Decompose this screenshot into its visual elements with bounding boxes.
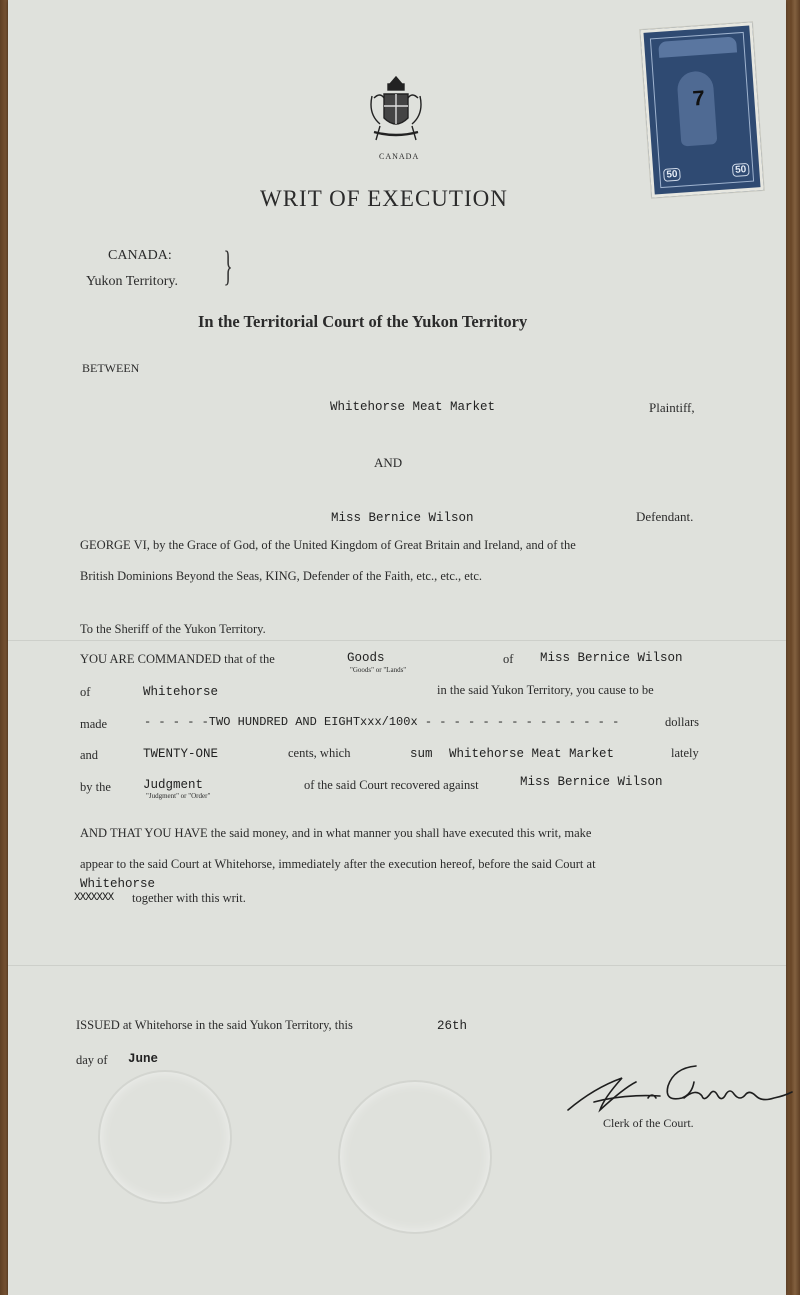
cents-words: TWENTY-ONE (143, 747, 219, 761)
amount-words: - - - - -TWO HUNDRED AND EIGHTxxx/100x - - - - - - - - - - - - - - (144, 715, 620, 729)
struck-text: XXXXXXX (74, 892, 114, 904)
stamp-cancel-mark: 7 (691, 86, 707, 113)
issued-line: ISSUED at Whitehorse in the said Yukon Territory, this (76, 1018, 353, 1032)
judgment-hint: "Judgment" or "Order" (146, 792, 211, 800)
document-title: WRIT OF EXECUTION (260, 186, 508, 211)
creditor-name: Whitehorse Meat Market (449, 747, 615, 761)
cents-which-text: cents, which (288, 746, 351, 760)
have-line-3: together with this writ. (132, 891, 246, 905)
sum-label: sum (410, 747, 433, 761)
place-value: Whitehorse (143, 685, 219, 699)
goods-hint: "Goods" or "Lands" (350, 666, 407, 674)
issued-month: June (128, 1052, 159, 1066)
defendant-name: Miss Bernice Wilson (331, 511, 474, 525)
preamble-line-2: British Dominions Beyond the Seas, KING, Defender of the Faith, etc., etc., etc. (80, 569, 482, 583)
of-label-2: of (80, 685, 91, 699)
issued-day: 26th (437, 1019, 468, 1033)
have-line-1: AND THAT YOU HAVE the said money, and in what manner you shall have executed this writ, make (80, 826, 592, 840)
and-cents-label: and (80, 748, 99, 762)
court-name: In the Territorial Court of the Yukon Territory (198, 312, 528, 331)
debtor-name: Miss Bernice Wilson (540, 651, 683, 665)
and-label: AND (374, 455, 403, 470)
stamp-denomination-left: 50 (663, 168, 681, 182)
judgment-value: Judgment (143, 778, 204, 792)
by-the-label: by the (80, 780, 111, 794)
have-place-typed: Whitehorse (80, 877, 156, 891)
jurisdiction-territory: Yukon Territory. (86, 274, 178, 289)
defendant-label: Defendant. (636, 509, 694, 524)
day-of-label: day of (76, 1053, 108, 1067)
in-territory-text: in the said Yukon Territory, you cause to be (437, 683, 654, 697)
coat-of-arms-icon (366, 74, 426, 148)
preamble-line-1: GEORGE VI, by the Grace of God, of the United Kingdom of Great Britain and Ireland, and of the (80, 538, 576, 552)
clerk-label: Clerk of the Court. (603, 1116, 694, 1130)
dollars-label: dollars (665, 715, 700, 729)
plaintiff-name: Whitehorse Meat Market (330, 400, 496, 414)
embossed-seal-right (338, 1080, 492, 1234)
to-sheriff: To the Sheriff of the Yukon Territory. (80, 622, 266, 636)
against-name: Miss Bernice Wilson (520, 775, 663, 789)
document-page (8, 0, 786, 1295)
lately-label: lately (671, 746, 699, 760)
recovered-text: of the said Court recovered against (304, 778, 479, 792)
brace-mark: } (223, 244, 233, 290)
of-label-1: of (503, 652, 514, 666)
revenue-stamp (640, 22, 763, 197)
have-line-2: appear to the said Court at Whitehorse, immediately after the execution hereof, before the said Court at (80, 857, 596, 871)
made-label: made (80, 717, 108, 731)
commanded-text: YOU ARE COMMANDED that of the (80, 652, 275, 666)
clerk-signature (564, 1058, 794, 1120)
embossed-seal-left (98, 1070, 232, 1204)
stamp-denomination-right: 50 (732, 163, 750, 177)
crest-label: CANADA (379, 152, 420, 161)
goods-value: Goods (347, 651, 385, 665)
show-through-text (399, 341, 438, 350)
plaintiff-label: Plaintiff, (649, 400, 695, 415)
between-label: BETWEEN (82, 361, 140, 375)
jurisdiction-country: CANADA: (108, 248, 172, 263)
